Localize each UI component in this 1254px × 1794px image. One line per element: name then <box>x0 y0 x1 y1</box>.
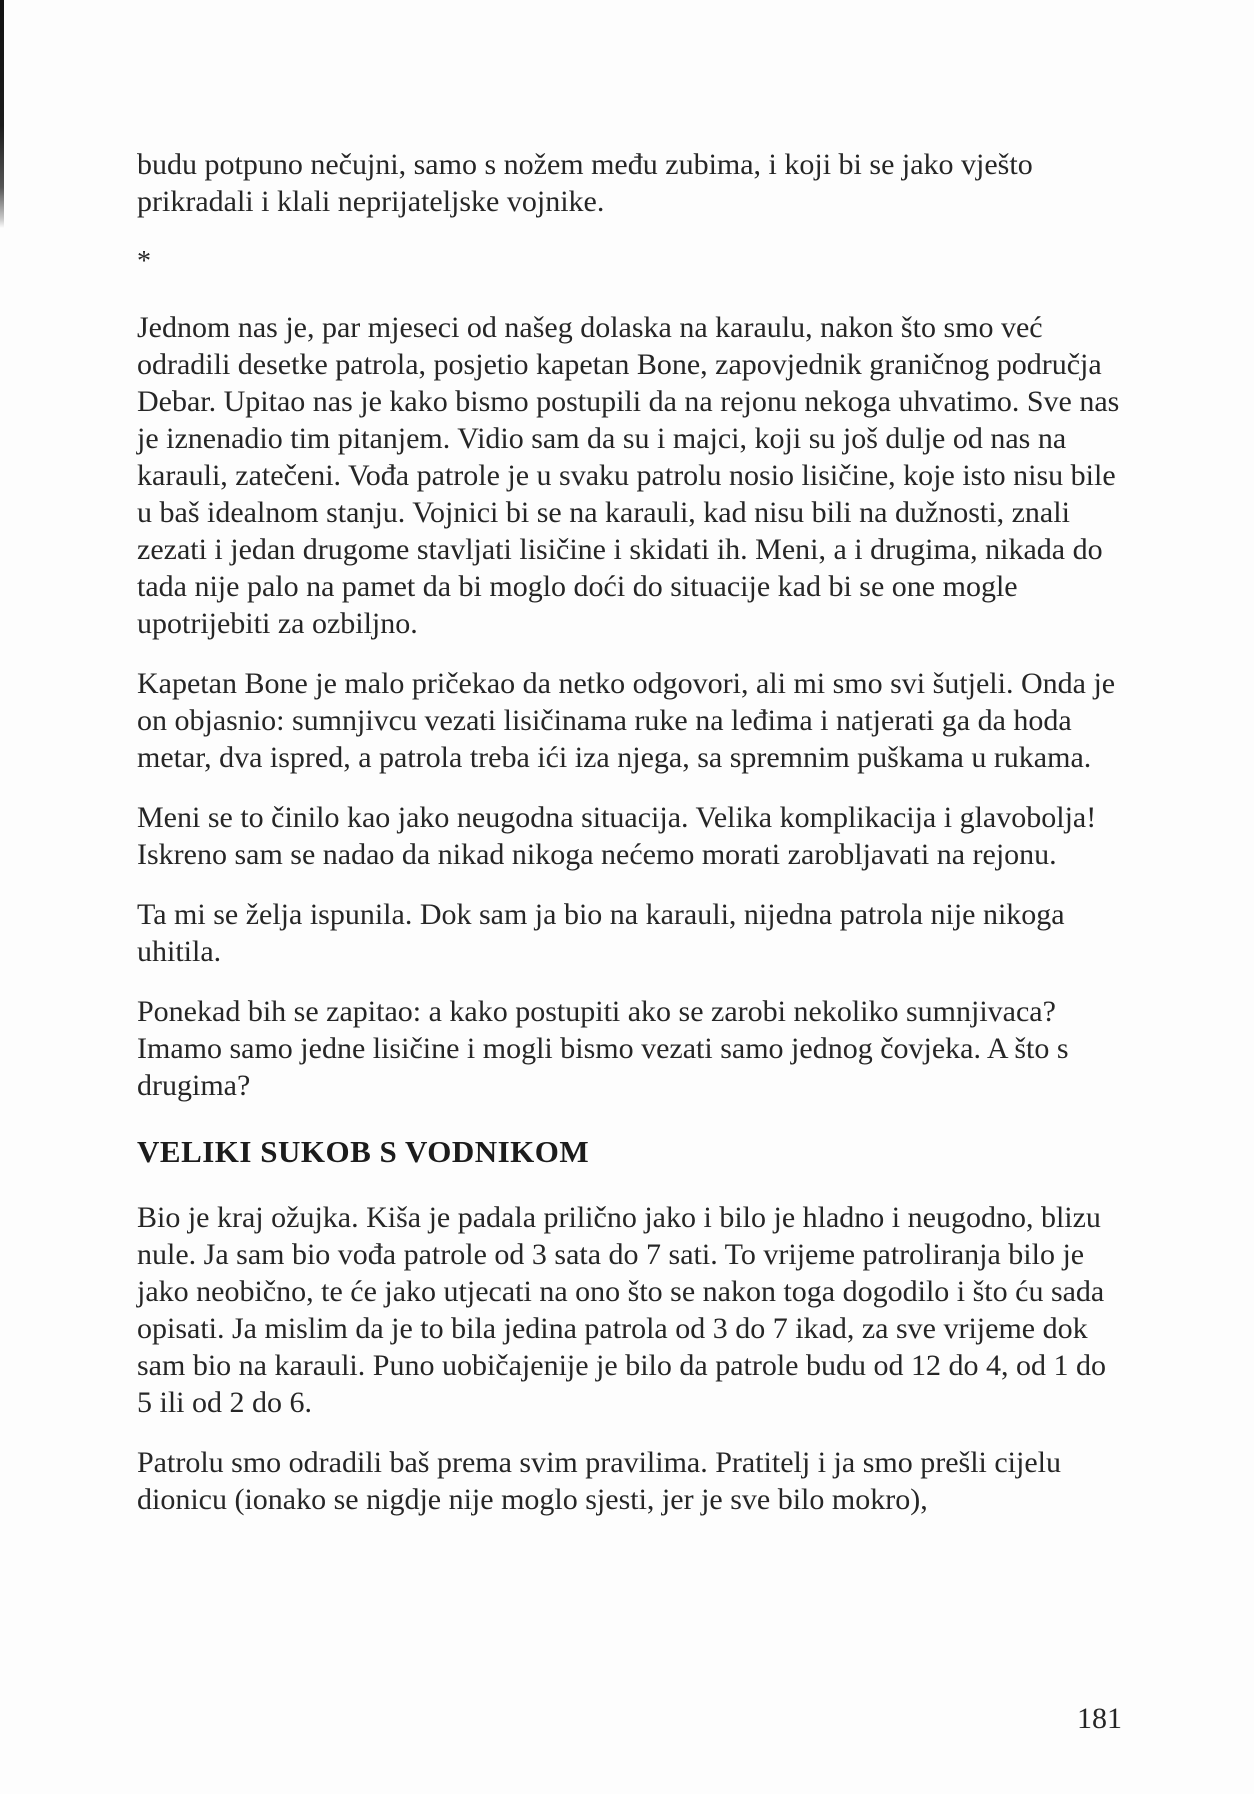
section-separator-asterisk: * <box>137 246 151 277</box>
paragraph: Ponekad bih se zapitao: a kako postupiti ako se zarobi nekoliko sumnjivaca? Imamo samo jedne lisičine i mogli bismo vezati samo jednog čovjeka. A što s drugima? <box>137 995 1069 1102</box>
paragraph: Jednom nas je, par mjeseci od našeg dolaska na karaulu, nakon što smo već odradili desetke patrola, posjetio kapetan Bone, zapovjednik graničnog područja Debar. Upitao nas je kako bismo postupili da na rejonu nekoga uhvatimo. Sve nas je iznenadio tim pitanjem. Vidio sam da su i majci, koji su još dulje od nas na karauli, zatečeni. Vođa patrole je u svaku patrolu nosio lisičine, koje isto nisu bile u baš idealnom stanju. Vojnici bi se na karauli, kad nisu bili na dužnosti, znali zezati i jedan drugome stavljati lisičine i skidati ih. Meni, a i drugima, nikada do tada nije palo na pamet da bi moglo doći do situacije kad bi se one mogle upotrijebiti za ozbiljno. <box>137 311 1120 640</box>
page-number: 181 <box>1077 1702 1122 1735</box>
paragraph: Bio je kraj ožujka. Kiša je padala prilično jako i bilo je hladno i neugodno, blizu nule. Ja sam bio vođa patrole od 3 sata do 7 sati. To vrijeme patroliranja bilo je jako neobično, te će jako utjecati na ono što se nakon toga dogodilo i što ću sada opisati. Ja mislim da je to bila jedina patrola od 3 do 7 ikad, za sve vrijeme dok sam bio na karauli. Puno uobičajenije je bilo da patrole budu od 12 do 4, od 1 do 5 ili od 2 do 6. <box>137 1201 1106 1419</box>
paragraph: Kapetan Bone je malo pričekao da netko odgovori, ali mi smo svi šutjeli. Onda je on objasnio: sumnjivcu vezati lisičinama ruke na leđima i natjerati ga da hoda metar, dva ispred, a patrola treba ići iza njega, sa spremnim puškama u rukama. <box>137 667 1116 774</box>
paragraph: Patrolu smo odradili baš prema svim pravilima. Pratitelj i ja smo prešli cijelu dionicu (ionako se nigdje nije moglo sjesti, jer je sve bilo mokro), <box>137 1446 1061 1516</box>
section-heading: VELIKI SUKOB S VODNIKOM <box>137 1134 590 1169</box>
scan-edge-artifact <box>0 0 4 228</box>
paragraph: Meni se to činilo kao jako neugodna situacija. Velika komplikacija i glavobolja! Iskreno sam se nadao da nikad nikoga nećemo morati zarobljavati na rejonu. <box>137 801 1097 871</box>
page-text-block <box>137 146 1127 1541</box>
paragraph: Ta mi se želja ispunila. Dok sam ja bio na karauli, nijedna patrola nije nikoga uhitila. <box>137 898 1065 968</box>
paragraph-continuation: budu potpuno nečujni, samo s nožem među zubima, i koji bi se jako vješto prikradali i klali neprijateljske vojnike. <box>137 148 1033 218</box>
